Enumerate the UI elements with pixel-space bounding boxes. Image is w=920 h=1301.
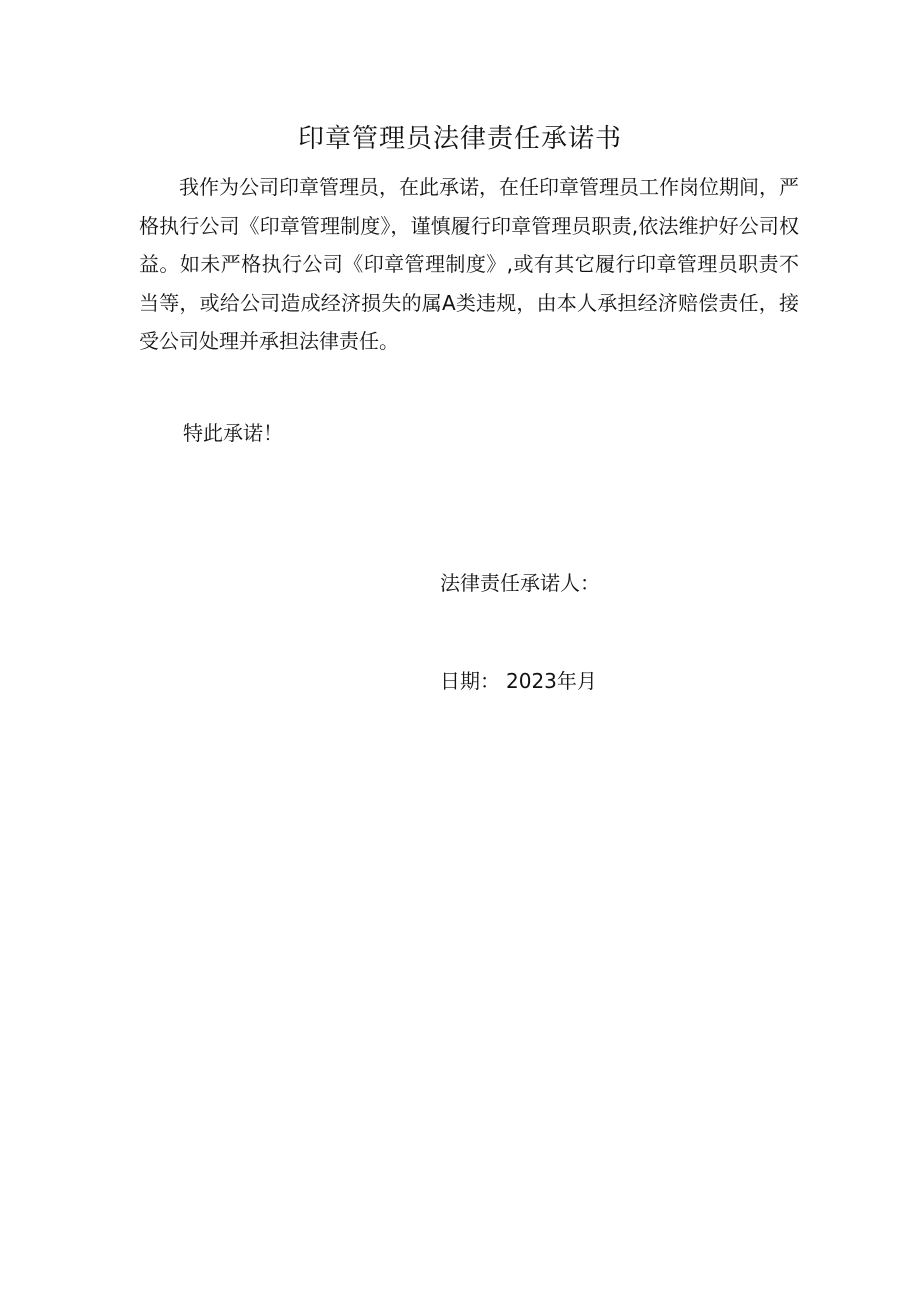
document-body <box>139 168 799 361</box>
signer-label: 法律责任承诺人： <box>440 571 600 595</box>
date-label: 日期： <box>440 669 500 693</box>
body-paragraph: 我作为公司印章管理员，在此承诺，在任印章管理员工作岗位期间，严格执行公司《印章管理制度》，谨慎履行印章管理员职责,依法维护好公司权益。如未严格执行公司《印章管理制度》,或有其它履行印章管理员职责不当等，或给公司造成经济损失的属A类违规，由本人承担经济赔偿责任，接受公司处理并承担法律责任。 <box>139 175 799 353</box>
closing-statement: 特此承诺！ <box>183 421 283 445</box>
document-title: 印章管理员法律责任承诺书 <box>297 124 622 154</box>
date-line <box>440 662 597 700</box>
date-value: 2023年月 <box>506 669 597 693</box>
